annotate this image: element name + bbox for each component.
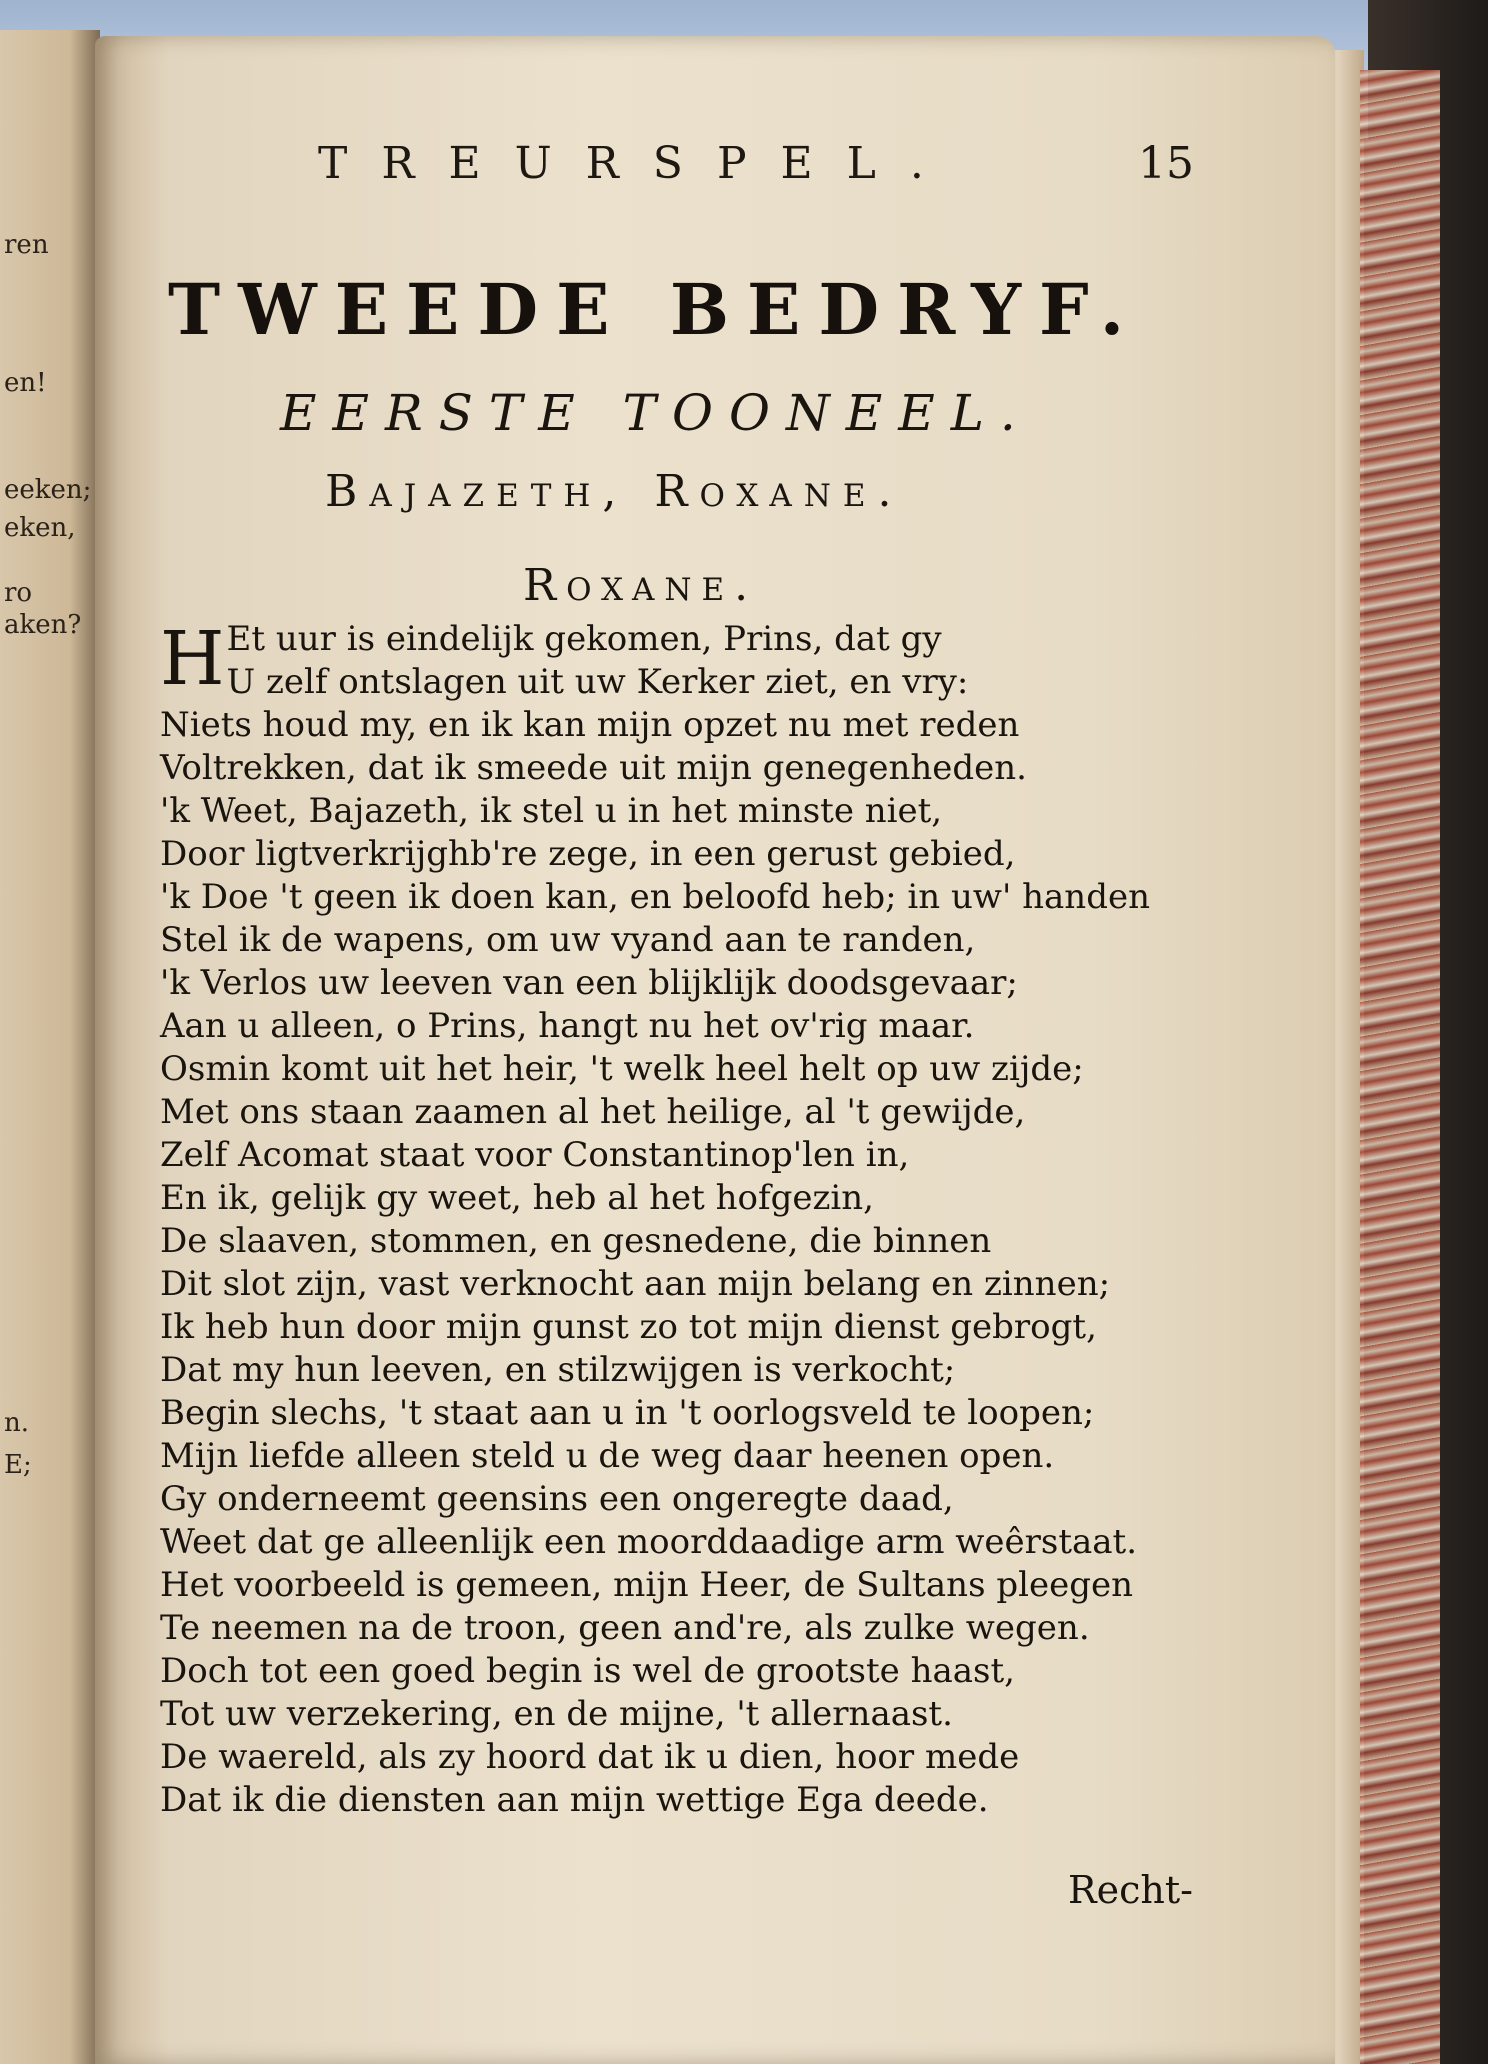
- verse-line: Voltrekken, dat ik smeede uit mijn genegenheden.: [160, 748, 1027, 788]
- verse-line: Ik heb hun door mijn gunst zo tot mijn dienst gebrogt,: [160, 1307, 1097, 1347]
- act-title: TWEEDE BEDRYF.: [168, 268, 1143, 351]
- verse-line: Stel ik de wapens, om uw vyand aan te randen,: [160, 920, 976, 960]
- verse-line: De waereld, als zy hoord dat ik u dien, hoor mede: [160, 1737, 1020, 1777]
- left-page-fragment: en!: [4, 368, 47, 398]
- left-page-fragment: n.: [4, 1408, 30, 1438]
- verse-text: [160, 618, 1240, 1822]
- drop-cap: H: [160, 616, 225, 702]
- verse-line: Osmin komt uit het heir, 't welk heel helt op uw zijde;: [160, 1049, 1084, 1089]
- verse-line: Met ons staan zaamen al het heilige, al 't gewijde,: [160, 1092, 1026, 1132]
- verse-line: Zelf Acomat staat voor Constantinop'len in,: [160, 1135, 910, 1175]
- verse-line: U zelf ontslagen uit uw Kerker ziet, en vry:: [226, 662, 969, 702]
- left-page-fragment: eken,: [4, 513, 76, 543]
- verse-line: Begin slechs, 't staat aan u in 't oorlogsveld te loopen;: [160, 1393, 1095, 1433]
- left-page-fragment: ren: [4, 230, 49, 260]
- speaker-name: Roxane.: [523, 560, 759, 611]
- left-page-fragment: aken?: [4, 610, 82, 640]
- verse-line: Gy onderneemt geensins een ongeregte daad,: [160, 1479, 954, 1519]
- scene-title: EERSTE TOONEEL.: [280, 384, 1032, 442]
- verse-line: Niets houd my, en ik kan mijn opzet nu met reden: [160, 705, 1020, 745]
- verse-line: 'k Verlos uw leeven van een blijklijk doodsgevaar;: [160, 963, 1018, 1003]
- verse-line: Te neemen na de troon, geen and're, als zulke wegen.: [160, 1608, 1090, 1648]
- verse-line: Dat ik die diensten aan mijn wettige Ega deede.: [160, 1780, 989, 1820]
- page-number: 15: [1138, 138, 1194, 189]
- verse-line: Aan u alleen, o Prins, hangt nu het ov'rig maar.: [160, 1006, 975, 1046]
- left-page-fragment: eeken;: [4, 475, 92, 505]
- running-title: TREURSPEL.: [318, 138, 958, 189]
- verse-line: Het voorbeeld is gemeen, mijn Heer, de Sultans pleegen: [160, 1565, 1134, 1605]
- marbled-book-edge: [1360, 70, 1440, 2064]
- verse-line: En ik, gelijk gy weet, heb al het hofgezin,: [160, 1178, 874, 1218]
- character-list: Bajazeth, Roxane.: [325, 466, 904, 517]
- left-page: [0, 30, 100, 2064]
- verse-line: Door ligtverkrijghb're zege, in een gerust gebied,: [160, 834, 1016, 874]
- verse-line: Dat my hun leeven, en stilzwijgen is verkocht;: [160, 1350, 956, 1390]
- catchword: Recht-: [1068, 1868, 1193, 1912]
- verse-line: Dit slot zijn, vast verknocht aan mijn belang en zinnen;: [160, 1264, 1111, 1304]
- verse-line: H Et uur is eindelijk gekomen, Prins, dat gy: [160, 616, 942, 702]
- left-page-fragment: ro: [4, 578, 33, 608]
- verse-line: De slaaven, stommen, en gesnedene, die binnen: [160, 1221, 992, 1261]
- left-page-fragment: E;: [4, 1450, 32, 1480]
- verse-line: 'k Doe 't geen ik doen kan, en beloofd heb; in uw' handen: [160, 877, 1150, 917]
- verse-line: Mijn liefde alleen steld u de weg daar heenen open.: [160, 1436, 1055, 1476]
- verse-line: Doch tot een goed begin is wel de grootste haast,: [160, 1651, 1015, 1691]
- verse-line: Tot uw verzekering, en de mijne, 't allernaast.: [160, 1694, 953, 1734]
- verse-line: 'k Weet, Bajazeth, ik stel u in het minste niet,: [160, 791, 943, 831]
- verse-line: Weet dat ge alleenlijk een moorddaadige arm weêrstaat.: [160, 1522, 1138, 1562]
